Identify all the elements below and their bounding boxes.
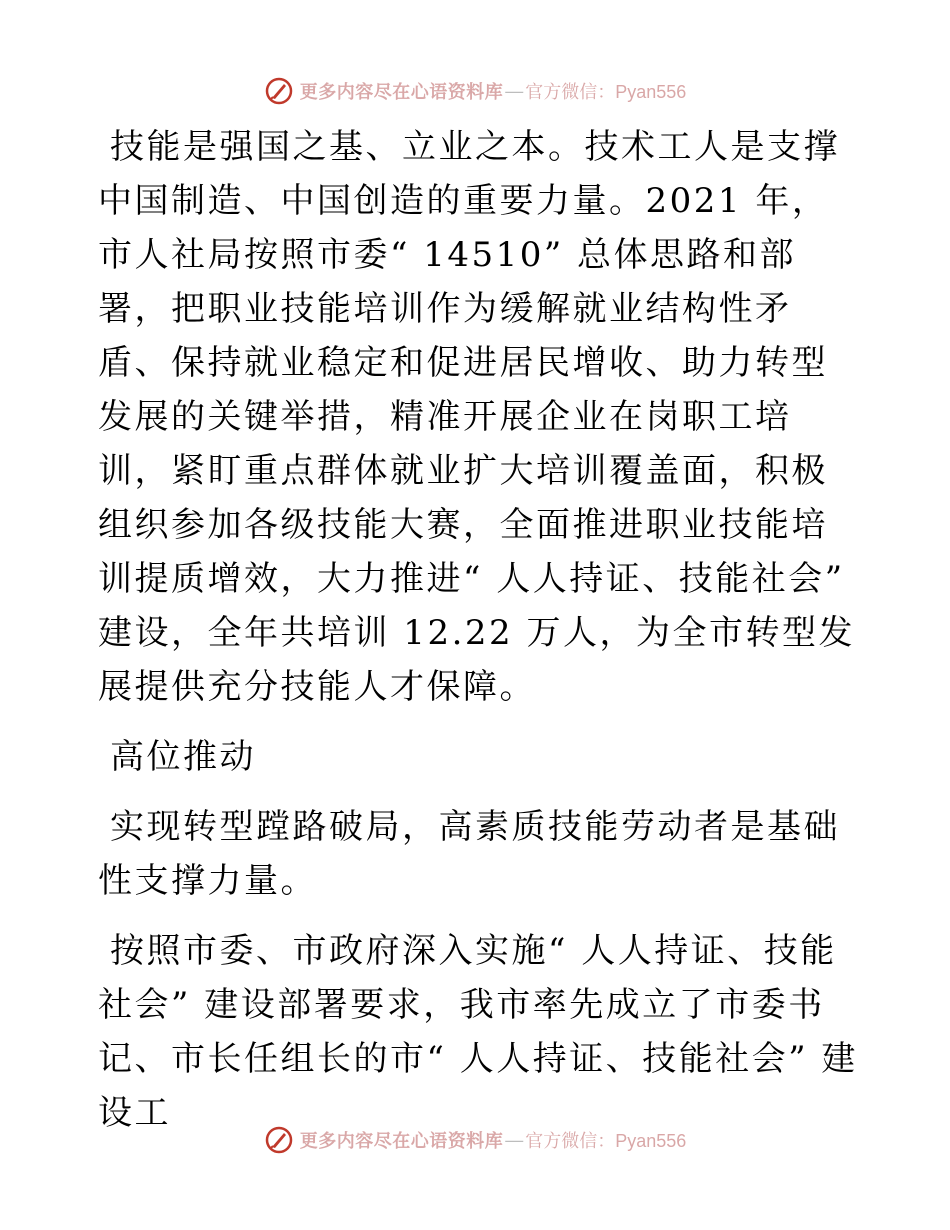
footer-watermark [0, 1120, 950, 1160]
quill-logo-icon [264, 1125, 294, 1155]
paragraph-support: 实现转型蹚路破局，高素质技能劳动者是基础性支撑力量。 [98, 807, 840, 901]
paragraph-intro: 技能是强国之基、立业之本。技术工人是支撑中国制造、中国创造的重要力量。2021 年，市人社局按照市委“ 14510” 总体思路和部署，把职业技能培训作为缓解就业结构性矛盾、保持就业稳定和促进居民增收、助力转型发展的关键举措，精准开展企业在岗职工培训，紧盯重点群体就业扩大培训覆盖面，积极组织参加各级技能大赛，全面推进职业技能培训提质增效，大力推进“ 人人持证、技能社会” 建设，全年共培训 12.22 万人，为全市转型发展提供充分技能人才保障。 [98, 127, 855, 707]
quill-logo-icon [264, 76, 294, 106]
paragraph-deployment: 按照市委、市政府深入实施“ 人人持证、技能社会” 建设部署要求，我市率先成立了市委书记、市长任组长的市“ 人人持证、技能社会” 建设工 [98, 931, 858, 1133]
header-watermark [0, 71, 950, 111]
document-body [98, 120, 858, 1140]
watermark-contact: 官方微信：Pyan556 [525, 1131, 687, 1151]
section-heading: 高位推动 [110, 737, 256, 777]
watermark-text: 更多内容尽在心语资料库 [299, 1131, 504, 1152]
watermark-text: 更多内容尽在心语资料库 [299, 82, 504, 103]
watermark-separator: — [505, 1129, 524, 1150]
watermark-separator: — [505, 80, 524, 101]
watermark-contact: 官方微信：Pyan556 [525, 82, 687, 102]
